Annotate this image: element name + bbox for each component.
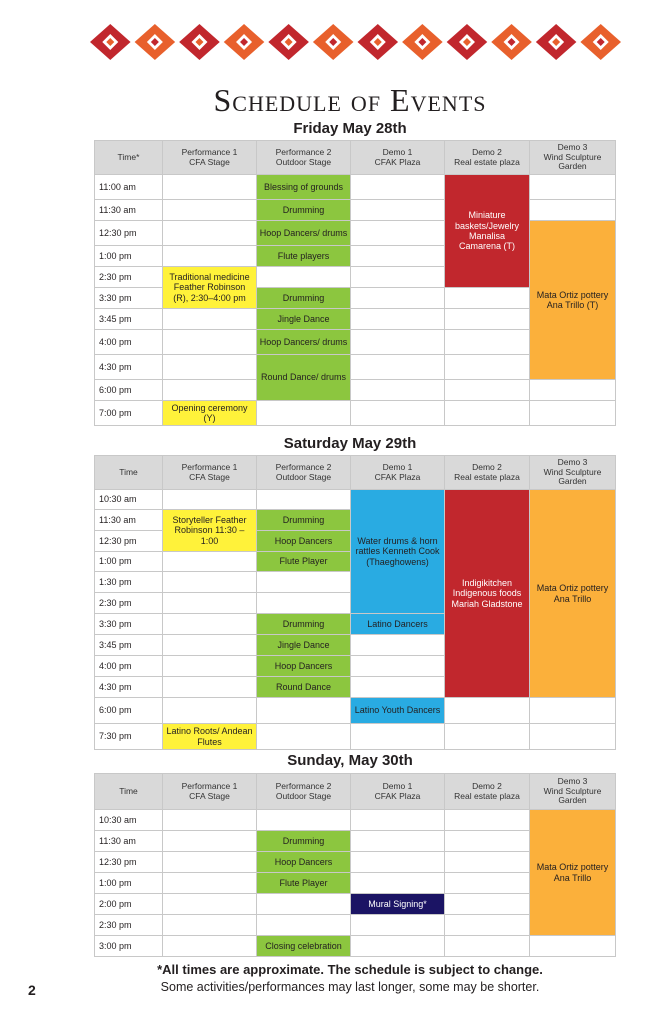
time-cell: 1:00 pm	[95, 873, 163, 894]
time-cell: 2:30 pm	[95, 915, 163, 936]
event-cell: Round Dance	[257, 677, 351, 698]
time-cell: 1:00 pm	[95, 552, 163, 572]
event-cell: Opening ceremony (Y)	[163, 401, 257, 426]
performance-1-header: Performance 1 CFA Stage	[163, 456, 257, 490]
time-cell: 2:30 pm	[95, 267, 163, 288]
demo-1-header: Demo 1 CFAK Plaza	[351, 141, 445, 175]
table-row	[95, 221, 616, 246]
demo-2-header: Demo 2 Real estate plaza	[445, 456, 530, 490]
demo-1-header: Demo 1 CFAK Plaza	[351, 456, 445, 490]
time-cell: 11:00 am	[95, 175, 163, 200]
performance-2-header: Performance 2 Outdoor Stage	[257, 774, 351, 810]
time-cell: 10:30 am	[95, 490, 163, 510]
table-row	[95, 380, 616, 401]
performance-2-header: Performance 2 Outdoor Stage	[257, 456, 351, 490]
event-cell: Drumming	[257, 510, 351, 531]
time-cell: 1:00 pm	[95, 246, 163, 267]
demo-2-header: Demo 2 Real estate plaza	[445, 141, 530, 175]
schedule-disclaimer-sub: Some activities/performances may last longer, some may be shorter.	[160, 980, 540, 994]
event-cell: Flute players	[257, 246, 351, 267]
decorative-pattern-band	[88, 22, 623, 62]
event-cell: Drumming	[257, 614, 351, 635]
table-row	[95, 490, 616, 510]
event-cell: Drumming	[257, 831, 351, 852]
event-cell: Latino Dancers	[351, 614, 445, 635]
time-cell: 10:30 am	[95, 810, 163, 831]
event-cell: Round Dance/ drums	[257, 355, 351, 401]
event-cell: Water drums & horn rattles Kenneth Cook (Thaeghowens)	[351, 490, 445, 614]
table-row	[95, 810, 616, 831]
event-cell: Hoop Dancers/ drums	[257, 330, 351, 355]
time-cell: 12:30 pm	[95, 531, 163, 552]
event-cell: Hoop Dancers	[257, 852, 351, 873]
event-cell: Jingle Dance	[257, 309, 351, 330]
time-header: Time	[95, 774, 163, 810]
table-row	[95, 175, 616, 200]
performance-2-header: Performance 2 Outdoor Stage	[257, 141, 351, 175]
time-cell: 12:30 pm	[95, 221, 163, 246]
event-cell: Latino Roots/ Andean Flutes	[163, 724, 257, 750]
sunday-schedule-table	[94, 773, 616, 957]
event-cell: Traditional medicine Feather Robinson (R), 2:30–4:00 pm	[163, 267, 257, 309]
friday-title: Friday May 28th	[293, 120, 407, 137]
demo-2-header: Demo 2 Real estate plaza	[445, 774, 530, 810]
demo-3-header: Demo 3 Wind Sculpture Garden	[530, 141, 616, 175]
time-cell: 4:30 pm	[95, 355, 163, 380]
event-cell: Drumming	[257, 288, 351, 309]
table-row	[95, 698, 616, 724]
friday-schedule-table	[94, 140, 616, 426]
time-cell: 3:45 pm	[95, 309, 163, 330]
time-header: Time	[95, 456, 163, 490]
page-number: 2	[28, 982, 36, 998]
table-header-row	[95, 141, 616, 175]
time-header: Time*	[95, 141, 163, 175]
table-header-row	[95, 456, 616, 490]
table-row	[95, 724, 616, 750]
time-cell: 3:30 pm	[95, 288, 163, 309]
event-cell: Flute Player	[257, 873, 351, 894]
time-cell: 7:30 pm	[95, 724, 163, 750]
sunday-title: Sunday, May 30th	[287, 752, 413, 769]
time-cell: 3:45 pm	[95, 635, 163, 656]
event-cell: Jingle Dance	[257, 635, 351, 656]
time-cell: 6:00 pm	[95, 380, 163, 401]
time-cell: 3:30 pm	[95, 614, 163, 635]
page-title: Schedule of Events	[213, 82, 487, 118]
time-cell: 4:00 pm	[95, 656, 163, 677]
performance-1-header: Performance 1 CFA Stage	[163, 141, 257, 175]
time-cell: 4:00 pm	[95, 330, 163, 355]
time-cell: 12:30 pm	[95, 852, 163, 873]
table-row	[95, 401, 616, 426]
demo-1-header: Demo 1 CFAK Plaza	[351, 774, 445, 810]
time-cell: 11:30 am	[95, 200, 163, 221]
table-row	[95, 200, 616, 221]
schedule-disclaimer: *All times are approximate. The schedule is subject to change.	[157, 962, 543, 977]
demo-3-header: Demo 3 Wind Sculpture Garden	[530, 774, 616, 810]
event-cell: Hoop Dancers/ drums	[257, 221, 351, 246]
time-cell: 4:30 pm	[95, 677, 163, 698]
event-cell: Latino Youth Dancers	[351, 698, 445, 724]
event-cell: Drumming	[257, 200, 351, 221]
event-cell: Mata Ortiz pottery Ana Trillo	[530, 490, 616, 698]
time-cell: 11:30 am	[95, 831, 163, 852]
event-cell: Indigikitchen Indigenous foods Mariah Gladstone	[445, 490, 530, 698]
time-cell: 3:00 pm	[95, 936, 163, 957]
event-cell: Hoop Dancers	[257, 656, 351, 677]
event-cell: Mata Ortiz pottery Ana Trillo	[530, 810, 616, 936]
time-cell: 7:00 pm	[95, 401, 163, 426]
time-cell: 2:00 pm	[95, 894, 163, 915]
event-cell: Miniature baskets/Jewelry Manalisa Camarena (T)	[445, 175, 530, 288]
event-cell: Flute Player	[257, 552, 351, 572]
event-cell: Blessing of grounds	[257, 175, 351, 200]
event-cell: Hoop Dancers	[257, 531, 351, 552]
saturday-title: Saturday May 29th	[283, 435, 417, 452]
demo-3-header: Demo 3 Wind Sculpture Garden	[530, 456, 616, 490]
saturday-schedule-table	[94, 455, 616, 750]
time-cell: 2:30 pm	[95, 593, 163, 614]
table-row	[95, 936, 616, 957]
table-header-row	[95, 774, 616, 810]
time-cell: 6:00 pm	[95, 698, 163, 724]
event-cell: Closing celebration	[257, 936, 351, 957]
time-cell: 1:30 pm	[95, 572, 163, 593]
event-cell: Mural Signing*	[351, 894, 445, 915]
performance-1-header: Performance 1 CFA Stage	[163, 774, 257, 810]
event-cell: Storyteller Feather Robinson 11:30 – 1:00	[163, 510, 257, 552]
event-cell: Mata Ortiz pottery Ana Trillo (T)	[530, 221, 616, 380]
time-cell: 11:30 am	[95, 510, 163, 531]
